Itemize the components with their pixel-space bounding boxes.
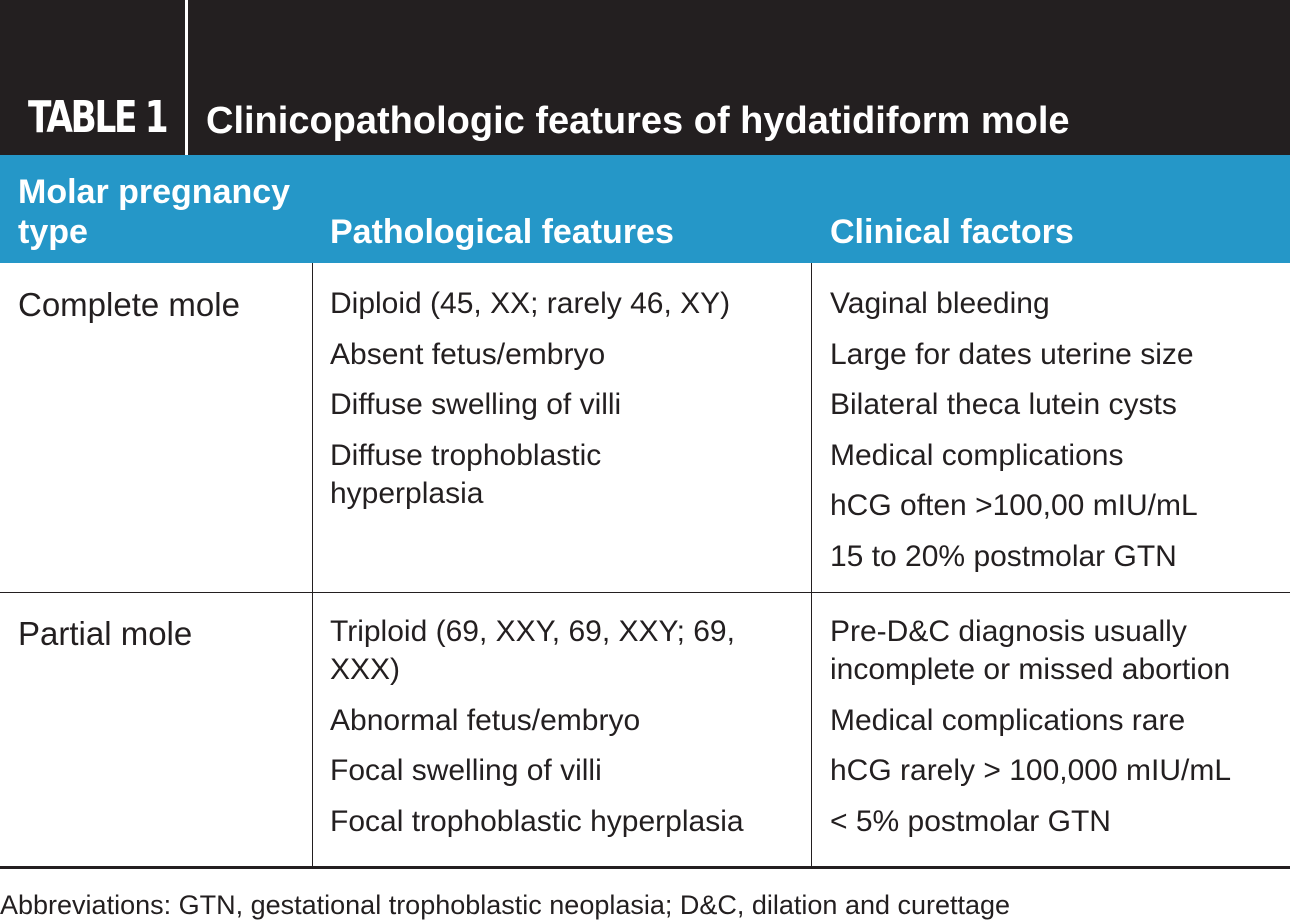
title-divider xyxy=(185,0,188,155)
header-molar-pregnancy-type: Molar pregnancy type xyxy=(18,173,291,251)
list-item: 15 to 20% postmolar GTN xyxy=(830,539,1177,573)
column-divider xyxy=(811,263,812,867)
table-number-label: TABLE 1 xyxy=(28,92,167,143)
clinical-factors-list xyxy=(830,613,1280,853)
footnote-abbreviations: Abbreviations: GTN, gestational trophoblastic neoplasia; D&C, dilation and curettage xyxy=(0,890,1011,920)
list-item: Diffuse swelling of villi xyxy=(330,388,622,421)
list-item: Vaginal bleeding xyxy=(830,287,1050,320)
header-clinical-factors: Clinical factors xyxy=(830,213,1074,251)
row-divider xyxy=(0,592,1290,593)
list-item: hCG often >100,00 mIU/mL xyxy=(830,489,1198,522)
list-item: Pre-D&C diagnosis usually incomplete or missed abortion xyxy=(830,615,1231,686)
list-item: Diffuse trophoblastic hyperplasia xyxy=(330,438,602,510)
table-title-bar xyxy=(0,0,1290,155)
row-type-partial-mole: Partial mole xyxy=(18,615,193,652)
list-item: Focal trophoblastic hyperplasia xyxy=(330,804,744,838)
list-item: Triploid (69, XXY, 69, XXY; 69, XXX) xyxy=(330,615,735,686)
column-divider xyxy=(312,263,313,867)
table-header-row xyxy=(0,155,1290,263)
list-item: Absent fetus/embryo xyxy=(330,337,606,371)
list-item: Medical complications rare xyxy=(830,703,1186,737)
list-item: Bilateral theca lutein cysts xyxy=(830,388,1177,421)
list-item: Focal swelling of villi xyxy=(330,754,602,787)
list-item: Abnormal fetus/embryo xyxy=(330,703,641,737)
header-pathological-features: Pathological features xyxy=(330,213,674,251)
table-title: Clinicopathologic features of hydatidiform mole xyxy=(206,100,1070,142)
clinical-factors-list xyxy=(830,285,1280,588)
pathological-features-list xyxy=(330,613,770,853)
list-item: < 5% postmolar GTN xyxy=(830,804,1111,838)
list-item: hCG rarely > 100,000 mIU/mL xyxy=(830,754,1232,787)
pathological-features-list xyxy=(330,285,790,525)
list-item: Medical complications xyxy=(830,438,1124,472)
row-type-complete-mole: Complete mole xyxy=(18,286,240,323)
list-item: Diploid (45, XX; rarely 46, XY) xyxy=(330,287,731,320)
list-item: Large for dates uterine size xyxy=(830,337,1194,371)
table-bottom-rule xyxy=(0,866,1290,869)
